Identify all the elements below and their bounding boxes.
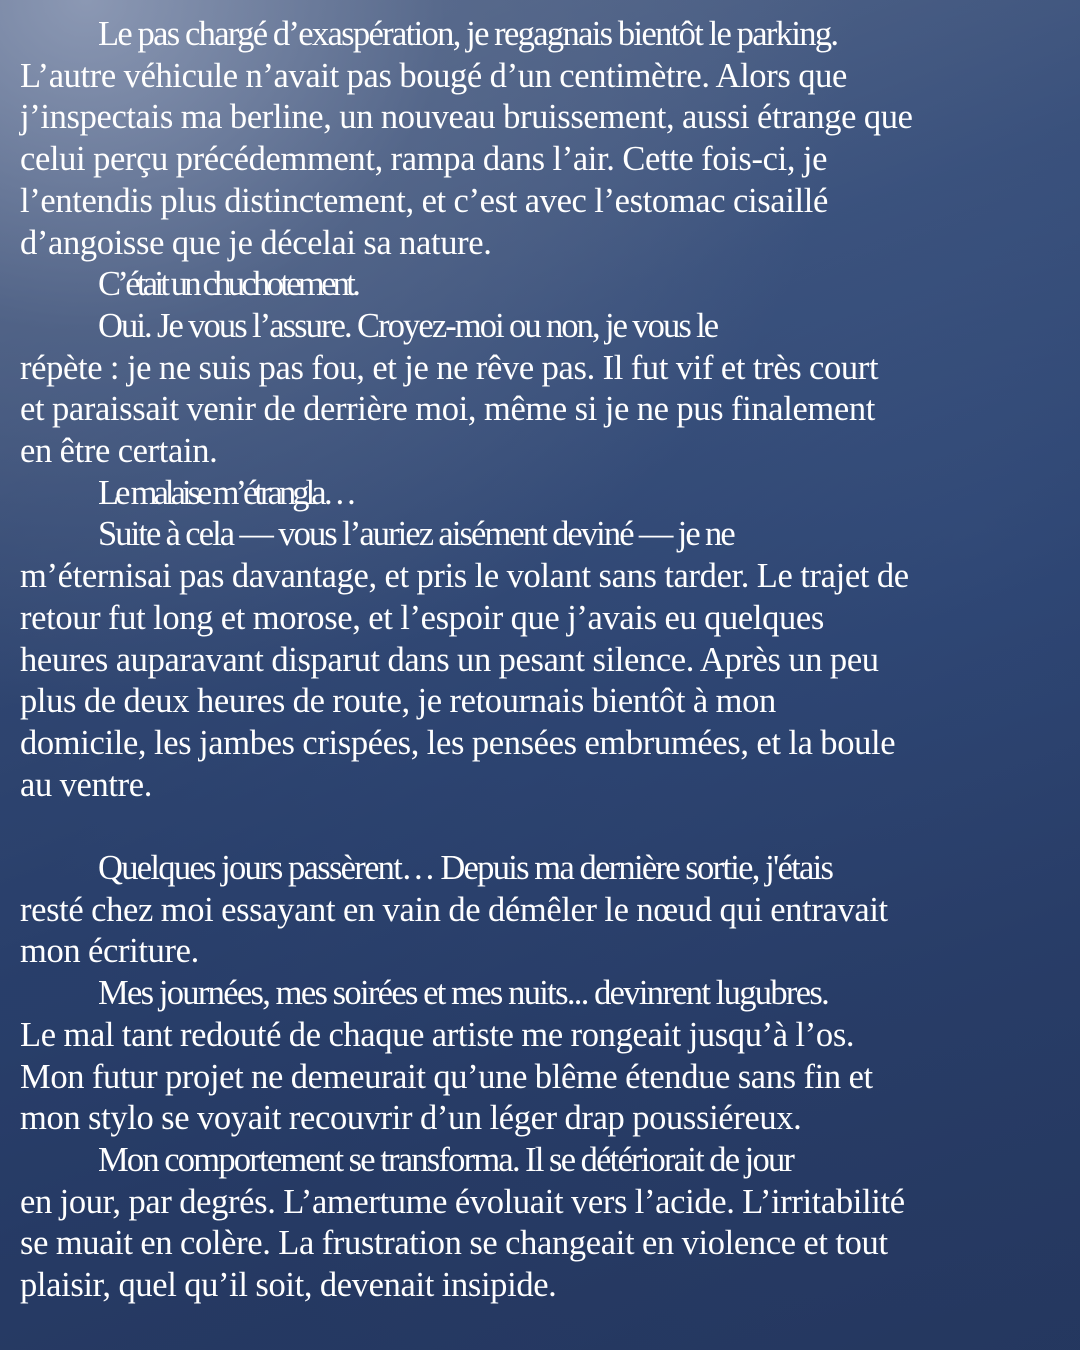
paragraph-5 [20,514,1058,806]
text-line: plaisir, quel qu’il soit, devenait insipide. [20,1266,557,1305]
text-line: Oui. Je vous l’assure. Croyez-moi ou non, je vous le [98,306,718,345]
text-line: répète : je ne suis pas fou, et je ne rêve pas. Il fut vif et très court [20,348,879,387]
paragraph-8 [20,1140,1058,1307]
text-line: celui perçu précédemment, rampa dans l’air. Cette fois-ci, je [20,140,828,179]
paragraph-1 [20,14,1058,264]
text-line: Suite à cela — vous l’auriez aisément deviné — je ne [98,515,734,554]
text-line: en jour, par degrés. L’amertume évoluait vers l’acide. L’irritabilité [20,1182,905,1221]
text-line: se muait en colère. La frustration se changeait en violence et tout [20,1224,888,1263]
text-line: mon écriture. [20,932,199,971]
text-line: en être certain. [20,432,218,471]
text-line: heures auparavant disparut dans un pesant silence. Après un peu [20,640,879,679]
text-line: Le pas chargé d’exaspération, je regagnais bientôt le parking. [98,15,838,53]
text-line: l’entendis plus distinctement, et c’est avec l’estomac cisaillé [20,181,828,220]
text-line: domicile, les jambes crispées, les pensées embrumées, et la boule [20,723,896,762]
document-text [20,14,1058,1307]
text-line: Le mal tant redouté de chaque artiste me rongeait jusqu’à l’os. [20,1015,855,1054]
text-line: Mes journées, mes soirées et mes nuits... devinrent lugubres. [98,974,829,1013]
text-line: retour fut long et morose, et l’espoir que j’avais eu quelques [20,598,824,637]
text-line: Mon comportement se transforma. Il se détériorait de jour [98,1140,794,1179]
paragraph-4 [20,473,1058,515]
text-line: au ventre. [20,765,153,804]
text-line: C’était un chuchotement. [98,265,358,304]
paragraph-2 [20,264,1058,306]
text-line: plus de deux heures de route, je retournais bientôt à mon [20,682,776,721]
text-line: d’angoisse que je décelai sa nature. [20,223,492,262]
text-line: Mon futur projet ne demeurait qu’une blême étendue sans fin et [20,1057,873,1096]
text-line: Le malaise m’étrangla… [98,473,354,512]
text-line: m’éternisai pas davantage, et pris le volant sans tarder. Le trajet de [20,557,909,596]
text-line: et paraissait venir de derrière moi, même si je ne pus finalement [20,390,876,429]
text-line: mon stylo se voyait recouvrir d’un léger drap poussiéreux. [20,1099,802,1138]
text-line: L’autre véhicule n’avait pas bougé d’un centimètre. Alors que [20,56,847,95]
text-line: j’inspectais ma berline, un nouveau bruissement, aussi étrange que [20,98,913,137]
text-line: Quelques jours passèrent… Depuis ma dernière sortie, j'étais [98,849,833,888]
section-break [20,806,1058,848]
paragraph-7 [20,973,1058,1140]
paragraph-3 [20,306,1058,473]
paragraph-6 [20,848,1058,973]
text-line: resté chez moi essayant en vain de démêler le nœud qui entravait [20,890,888,929]
